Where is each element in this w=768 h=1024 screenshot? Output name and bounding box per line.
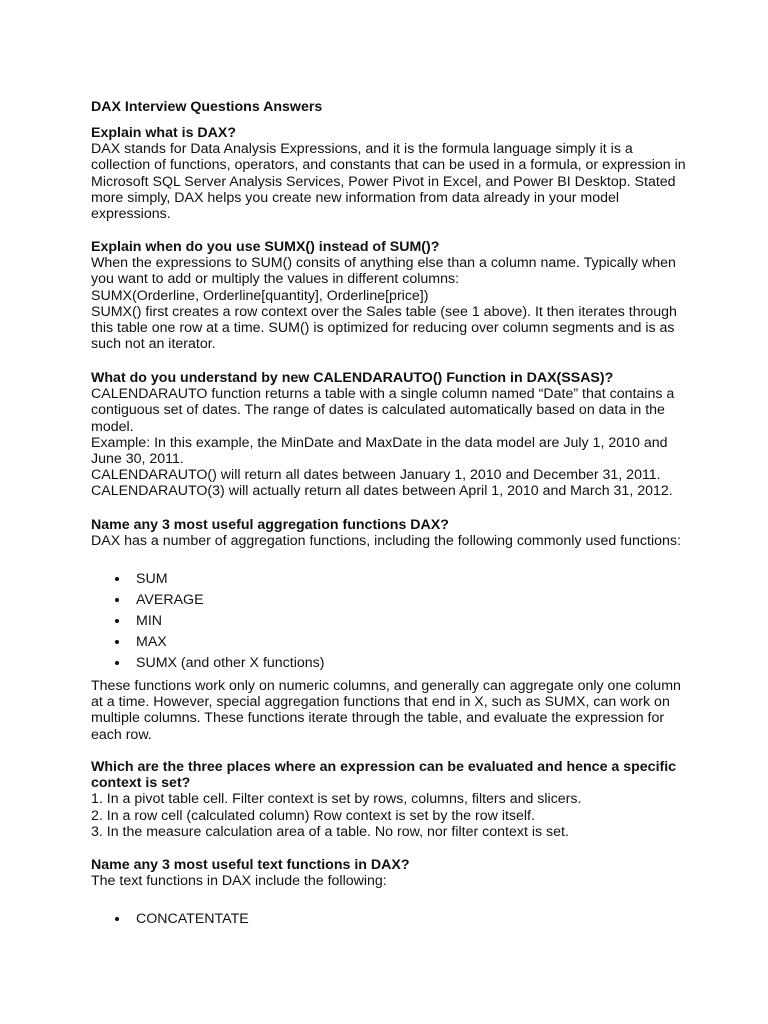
section-what-is-dax bbox=[91, 125, 691, 222]
answer-line: SUMX(Orderline, Orderline[quantity], Orderline[price]) bbox=[91, 287, 429, 304]
section-aggregation-functions bbox=[91, 517, 691, 549]
list-item-text: AVERAGE bbox=[136, 592, 204, 608]
answer-line: 1. In a pivot table cell. Filter context is set by rows, columns, filters and slicers. bbox=[91, 791, 582, 808]
answer-line: When the expressions to SUM() consits of anything else than a column name. Typically when bbox=[91, 255, 676, 272]
list-item bbox=[114, 613, 324, 634]
question-line: context is set? bbox=[91, 775, 191, 792]
answer-line: such not an iterator. bbox=[91, 336, 216, 353]
question-heading: What do you understand by new CALENDARAUTO() Function in DAX(SSAS)? bbox=[91, 370, 614, 386]
answer-line: Microsoft SQL Server Analysis Services, Power Pivot in Excel, and Power BI Desktop. Stated bbox=[91, 173, 676, 190]
bullet-icon bbox=[115, 619, 119, 623]
list-item-text: MIN bbox=[136, 613, 163, 629]
answer-line: multiple columns. These functions iterate through the table, and evaluate the expression for bbox=[91, 710, 665, 727]
answer-text bbox=[91, 255, 691, 352]
answer-text bbox=[91, 873, 691, 889]
answer-line: CALENDARAUTO() will return all dates between January 1, 2010 and December 31, 2011. bbox=[91, 467, 661, 484]
section-calendarauto bbox=[91, 370, 691, 500]
answer-text bbox=[91, 791, 691, 840]
answer-text bbox=[91, 141, 691, 222]
list-item bbox=[114, 634, 324, 655]
bullet-icon bbox=[115, 577, 119, 581]
section-text-functions bbox=[91, 857, 691, 889]
list-item-text: SUM bbox=[136, 571, 168, 587]
section-aggregation-explanation bbox=[91, 678, 691, 743]
answer-line: 3. In the measure calculation area of a table. No row, nor filter context is set. bbox=[91, 823, 569, 840]
answer-text bbox=[91, 678, 691, 743]
answer-text bbox=[91, 533, 691, 549]
answer-line: expressions. bbox=[91, 206, 171, 223]
question-heading: Explain when do you use SUMX() instead of SUM()? bbox=[91, 239, 440, 255]
answer-line: June 30, 2011. bbox=[91, 451, 184, 468]
bullet-icon bbox=[115, 640, 119, 644]
question-heading: Explain what is DAX? bbox=[91, 125, 237, 141]
answer-line: DAX stands for Data Analysis Expressions, and it is the formula language simply it is a bbox=[91, 141, 633, 158]
question-line: Which are the three places where an expression can be evaluated and hence a specific bbox=[91, 759, 677, 775]
answer-line: model. bbox=[91, 418, 134, 435]
list-item bbox=[114, 571, 324, 592]
answer-line: These functions work only on numeric columns, and generally can aggregate only one column bbox=[91, 678, 681, 694]
answer-line: DAX has a number of aggregation functions, including the following commonly used functions: bbox=[91, 533, 681, 550]
list-item bbox=[114, 911, 249, 932]
list-item bbox=[114, 655, 324, 676]
aggregation-functions-list bbox=[114, 571, 324, 676]
answer-text bbox=[91, 386, 691, 499]
list-item-text: SUMX (and other X functions) bbox=[136, 655, 325, 671]
bullet-icon bbox=[115, 661, 119, 665]
answer-line: at a time. However, special aggregation functions that end in X, such as SUMX, can work on bbox=[91, 694, 670, 711]
answer-line: collection of functions, operators, and constants that can be used in a formula, or expression in bbox=[91, 157, 686, 174]
question-heading: Name any 3 most useful aggregation functions DAX? bbox=[91, 517, 449, 533]
answer-line: you want to add or multiply the values in different columns: bbox=[91, 271, 460, 288]
bullet-icon bbox=[115, 598, 119, 602]
answer-line: more simply, DAX helps you create new information from data already in your model bbox=[91, 189, 620, 206]
answer-line: contiguous set of dates. The range of dates is calculated automatically based on data in the bbox=[91, 402, 665, 419]
document-title: DAX Interview Questions Answers bbox=[91, 99, 323, 115]
list-item-text: MAX bbox=[136, 634, 167, 650]
question-heading: Name any 3 most useful text functions in DAX? bbox=[91, 857, 410, 873]
bullet-icon bbox=[115, 917, 119, 921]
question-heading bbox=[91, 759, 691, 791]
list-item bbox=[114, 592, 324, 613]
answer-line: CALENDARAUTO function returns a table with a single column named “Date” that contains a bbox=[91, 386, 675, 403]
answer-line: 2. In a row cell (calculated column) Row context is set by the row itself. bbox=[91, 807, 535, 824]
text-functions-list bbox=[114, 911, 249, 932]
section-sumx-vs-sum bbox=[91, 239, 691, 352]
list-item-text: CONCATENTATE bbox=[136, 911, 249, 927]
answer-line: this table one row at a time. SUM() is optimized for reducing over column segments and is as bbox=[91, 320, 675, 337]
answer-line: The text functions in DAX include the following: bbox=[91, 873, 387, 890]
section-evaluation-context bbox=[91, 759, 691, 840]
answer-line: Example: In this example, the MinDate and MaxDate in the data model are July 1, 2010 and bbox=[91, 434, 668, 451]
answer-line: each row. bbox=[91, 726, 152, 743]
answer-line: CALENDARAUTO(3) will actually return all dates between April 1, 2010 and March 31, 2012. bbox=[91, 483, 673, 500]
answer-line: SUMX() first creates a row context over the Sales table (see 1 above). It then iterates through bbox=[91, 303, 677, 320]
